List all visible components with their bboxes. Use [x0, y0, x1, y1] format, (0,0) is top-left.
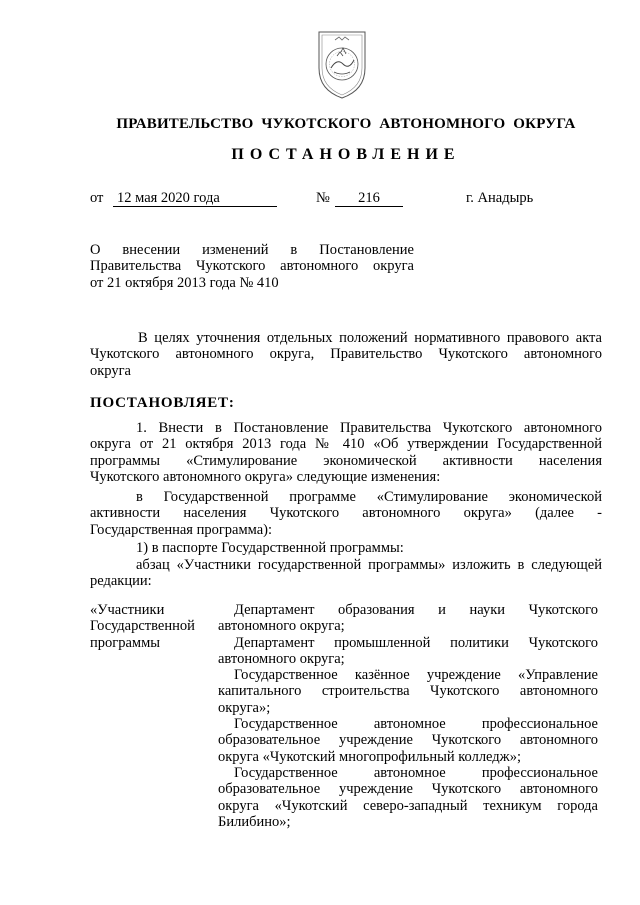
participant-line: Государственное автономное профессиональное [234, 716, 598, 733]
point-1-sub-paragraph [90, 489, 602, 538]
item-1-text-line: редакции: [90, 573, 152, 590]
participant-line: образовательное учреждение Чукотского автономного [218, 781, 598, 798]
document-subject [90, 242, 414, 291]
decree-heading: ПОСТАНОВЛЯЕТ: [90, 395, 235, 411]
preamble-line: Чукотского автономного округа, Правительство Чукотского автономного [90, 346, 602, 363]
participant-entry [218, 667, 598, 716]
government-title: ПРАВИТЕЛЬСТВО ЧУКОТСКОГО АВТОНОМНОГО ОКРУГА [116, 116, 576, 132]
date-prefix: от [90, 190, 104, 206]
participant-line: округа «Чукотский северо-западный техникум города [218, 797, 598, 814]
point-1-sub-line: в Государственной программе «Стимулирование экономической [136, 489, 602, 505]
document-type-title: ПОСТАНОВЛЕНИЕ [231, 146, 461, 163]
point-1-line: 1. Внести в Постановление Правительства Чукотского автономного [136, 420, 602, 436]
participants-list-cell [218, 602, 598, 830]
number-label: № [316, 190, 330, 206]
participant-line: Департамент образования и науки Чукотского [234, 602, 598, 618]
subject-line: О внесении изменений в Постановление [90, 242, 414, 258]
participants-label-line: программы [90, 634, 160, 651]
item-1-text-line: абзац «Участники государственной программы» изложить в следующей [136, 557, 602, 573]
preamble-line: В целях уточнения отдельных положений нормативного правового акта [138, 330, 602, 346]
participant-line: автономного округа; [218, 650, 345, 667]
participant-line: Департамент промышленной политики Чукотского [234, 634, 598, 651]
participant-line: образовательное учреждение Чукотского автономного [218, 732, 598, 749]
document-meta-line [90, 190, 602, 210]
participants-label-cell [90, 602, 210, 651]
point-1-sub-line: активности населения Чукотского автономного округа» (далее - [90, 505, 602, 522]
item-1-paragraph [90, 540, 602, 556]
participant-line: Государственное автономное профессиональное [234, 764, 598, 781]
point-1-sub-line: Государственная программа): [90, 521, 273, 538]
document-city: г. Анадырь [466, 190, 534, 206]
item-1-text-paragraph [90, 557, 602, 590]
subject-line: Правительства Чукотского автономного округа [90, 258, 414, 275]
document-number: 216 [335, 191, 403, 207]
preamble-paragraph [90, 330, 602, 379]
point-1-line: Чукотского автономного округа» следующие изменения: [90, 468, 441, 485]
participant-line: Билибино»; [218, 813, 291, 830]
number-field [335, 190, 403, 207]
participant-entry [218, 765, 598, 830]
participants-label-line: Государственной [90, 618, 195, 635]
subject-line: от 21 октября 2013 года № 410 [90, 274, 279, 291]
participant-line: округа»; [218, 699, 271, 716]
point-1-line: округа от 21 октября 2013 года № 410 «Об утверждении Государственной [90, 436, 602, 453]
item-1-line: 1) в паспорте Государственной программы: [136, 540, 404, 556]
participant-line: автономного округа; [218, 618, 345, 635]
point-1-paragraph [90, 420, 602, 485]
participant-line: капитального строительства Чукотского автономного [218, 683, 598, 700]
date-field [113, 190, 277, 207]
participant-line: округа «Чукотский многопрофильный колледж»; [218, 748, 521, 765]
participants-label-line: «Участники [90, 602, 165, 618]
participant-entry [218, 716, 598, 765]
participant-line: Государственное казённое учреждение «Управление [234, 667, 598, 684]
preamble-line: округа [90, 362, 131, 379]
document-date: 12 мая 2020 года [113, 191, 277, 207]
point-1-line: программы «Стимулирование экономической активности населения [90, 452, 602, 469]
coat-of-arms-emblem [313, 28, 371, 100]
participant-entry [218, 602, 598, 635]
participant-entry [218, 635, 598, 668]
